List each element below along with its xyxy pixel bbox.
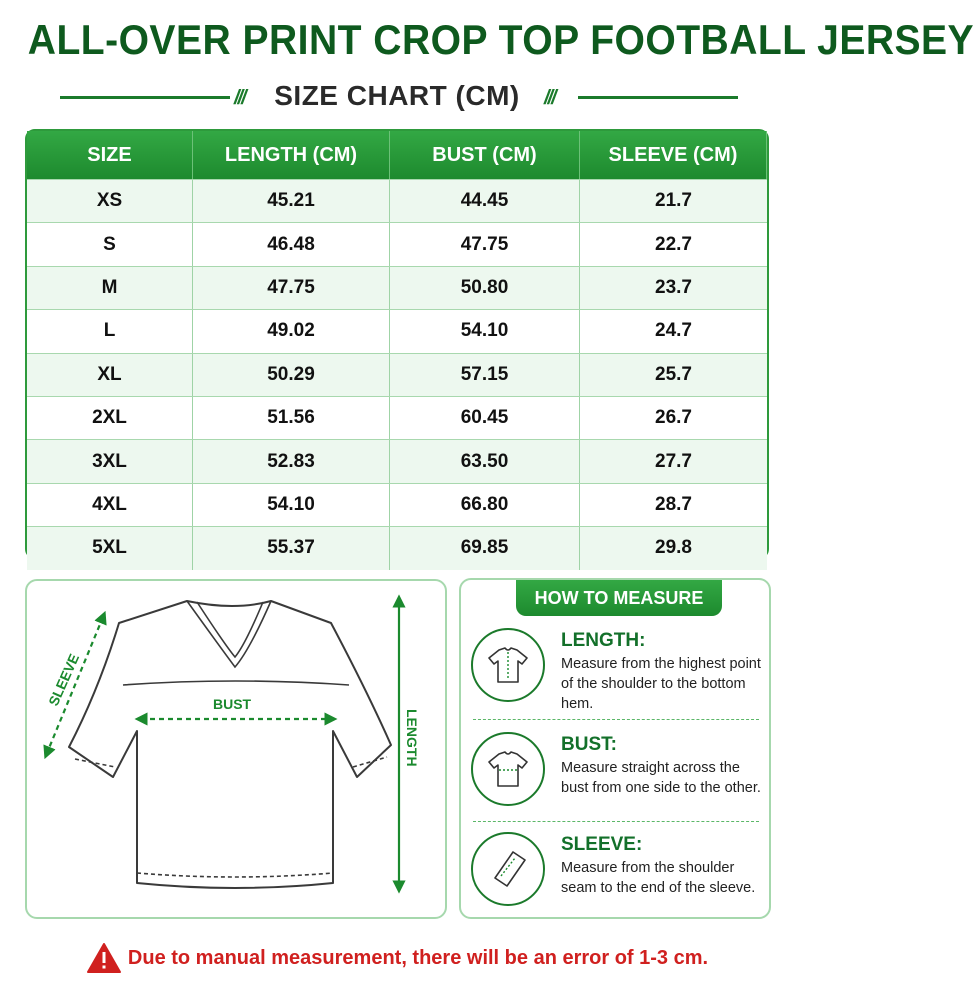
bust-cell: 66.80 xyxy=(390,484,580,526)
how-to-measure-heading: HOW TO MEASURE xyxy=(516,580,722,616)
page-title: ALL-OVER PRINT CROP TOP FOOTBALL JERSEY xyxy=(27,16,974,63)
sleeve-cell: 23.7 xyxy=(655,276,692,298)
sleeve-cell: 27.7 xyxy=(655,450,692,472)
size-cell: 5XL xyxy=(27,527,193,569)
sleeve-icon xyxy=(471,832,545,906)
measure-bust-title: BUST: xyxy=(561,734,617,755)
length-cell: 46.48 xyxy=(193,223,390,265)
shirt-length-icon xyxy=(471,628,545,702)
table-row xyxy=(27,353,767,396)
table-row xyxy=(27,526,767,569)
divider xyxy=(473,719,759,720)
note-text: Due to manual measurement, there will be an error of 1-3 cm. xyxy=(127,946,709,969)
measure-length-text: Measure from the highest point of the shoulder to the bottom hem. xyxy=(561,656,761,712)
sleeve-cell: 25.7 xyxy=(655,363,692,385)
column-header-size: SIZE xyxy=(27,131,193,179)
size-cell: S xyxy=(27,223,193,265)
divider xyxy=(578,96,738,99)
bust-cell: 44.45 xyxy=(390,180,580,222)
measure-sleeve-text: Measure from the shoulder seam to the end of the sleeve. xyxy=(561,860,756,896)
table-row xyxy=(27,179,767,222)
table-header xyxy=(27,131,767,179)
size-cell: 2XL xyxy=(27,397,193,439)
jersey-diagram xyxy=(27,581,445,917)
column-header-length: LENGTH (CM) xyxy=(193,131,390,179)
table-row xyxy=(27,439,767,482)
measure-bust-text: Measure straight across the bust from one side to the other. xyxy=(561,760,761,796)
length-cell: 54.10 xyxy=(193,484,390,526)
bust-cell: 57.15 xyxy=(390,354,580,396)
page-subtitle: SIZE CHART (CM) xyxy=(274,80,520,111)
shirt-bust-icon xyxy=(471,732,545,806)
length-cell: 49.02 xyxy=(193,310,390,352)
bust-cell: 50.80 xyxy=(390,267,580,309)
sleeve-cell: 22.7 xyxy=(655,233,692,255)
length-cell: 45.21 xyxy=(193,180,390,222)
sleeve-cell: 24.7 xyxy=(655,320,692,342)
measure-item-sleeve xyxy=(461,828,769,928)
column-header-bust: BUST (CM) xyxy=(390,131,580,179)
jersey-diagram-panel xyxy=(25,579,447,919)
divider-accent: /// xyxy=(544,87,555,109)
bust-cell: 47.75 xyxy=(390,223,580,265)
length-cell: 52.83 xyxy=(193,440,390,482)
table-row xyxy=(27,396,767,439)
bust-label: BUST xyxy=(213,696,252,712)
sleeve-cell: 29.8 xyxy=(655,537,692,559)
warning-icon xyxy=(86,942,122,974)
size-cell: L xyxy=(27,310,193,352)
length-cell: 47.75 xyxy=(193,267,390,309)
length-cell: 55.37 xyxy=(193,527,390,569)
column-header-sleeve: SLEEVE (CM) xyxy=(580,131,767,179)
measure-sleeve-title: SLEEVE: xyxy=(561,834,643,855)
bust-cell: 69.85 xyxy=(390,527,580,569)
length-cell: 50.29 xyxy=(193,354,390,396)
bust-cell: 60.45 xyxy=(390,397,580,439)
table-row xyxy=(27,309,767,352)
subtitle-row xyxy=(0,78,794,118)
table-row xyxy=(27,483,767,526)
sleeve-cell: 21.7 xyxy=(655,190,692,212)
size-cell: XL xyxy=(27,354,193,396)
bust-cell: 54.10 xyxy=(390,310,580,352)
divider xyxy=(473,821,759,822)
sleeve-cell: 28.7 xyxy=(655,493,692,515)
measurement-note xyxy=(0,938,794,978)
table-body xyxy=(27,179,767,570)
size-chart-table xyxy=(25,129,769,559)
measure-item-bust xyxy=(461,728,769,828)
length-cell: 51.56 xyxy=(193,397,390,439)
size-cell: XS xyxy=(27,180,193,222)
size-cell: M xyxy=(27,267,193,309)
measure-length-title: LENGTH: xyxy=(561,630,646,651)
sleeve-cell: 26.7 xyxy=(655,407,692,429)
sleeve-label: SLEEVE xyxy=(45,651,83,709)
table-row xyxy=(27,266,767,309)
size-cell: 4XL xyxy=(27,484,193,526)
jersey-outline xyxy=(69,601,391,888)
measure-item-length xyxy=(461,624,769,724)
how-to-measure-panel xyxy=(459,578,771,919)
length-label: LENGTH xyxy=(404,709,420,767)
divider-accent: /// xyxy=(234,87,245,109)
bust-cell: 63.50 xyxy=(390,440,580,482)
table-row xyxy=(27,222,767,265)
size-cell: 3XL xyxy=(27,440,193,482)
